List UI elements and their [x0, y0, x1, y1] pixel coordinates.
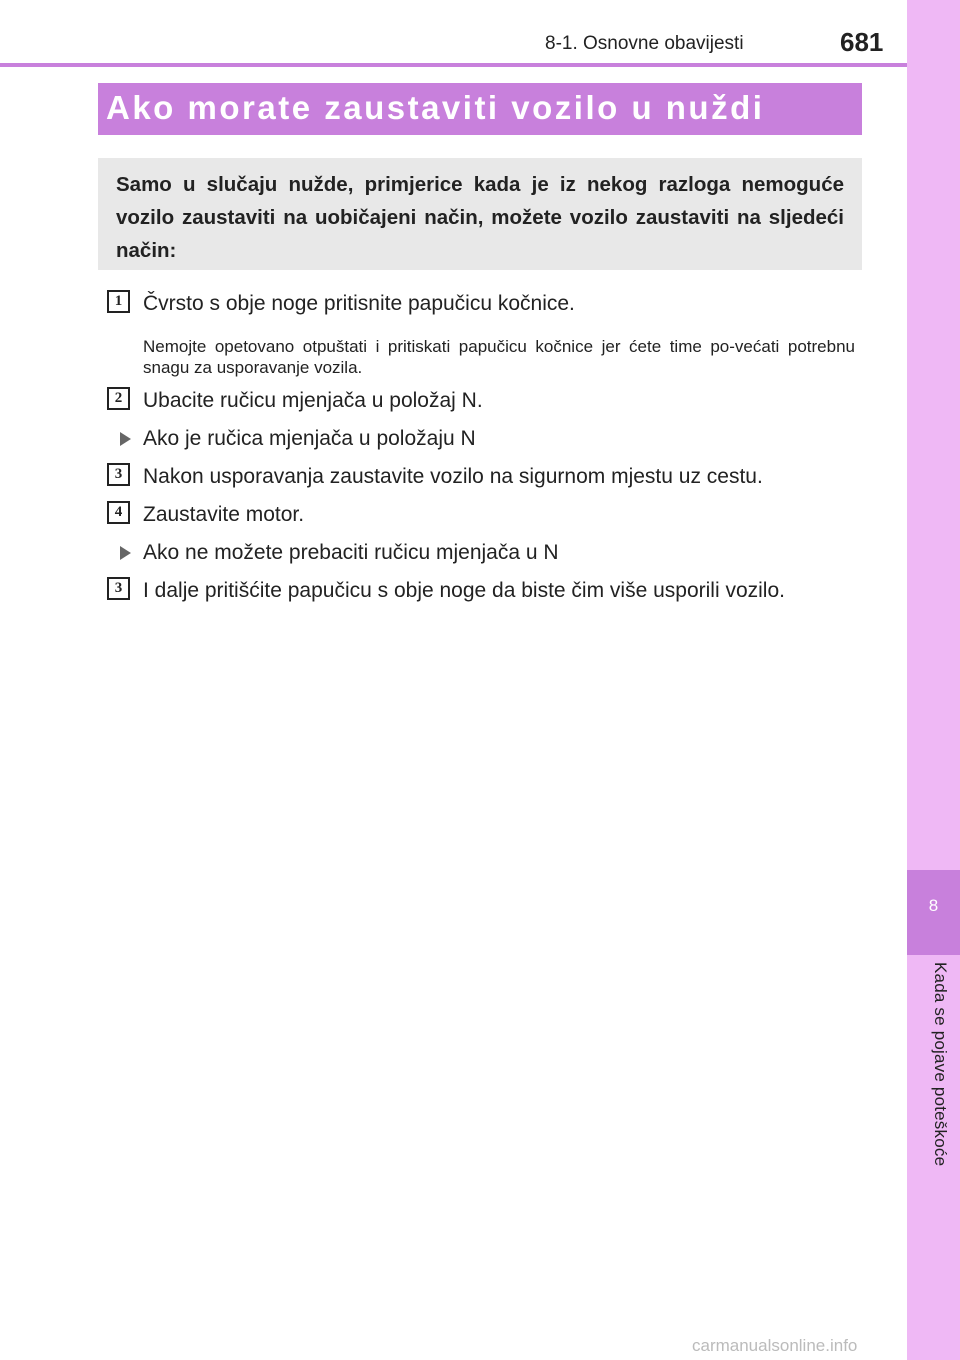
triangle-right-icon: [120, 546, 131, 560]
step-text-5: I dalje pritišćite papučicu s obje noge da biste čim više usporili vozilo.: [143, 579, 785, 602]
title-bar: [98, 83, 862, 135]
page-number: 681: [840, 27, 884, 57]
chapter-number: 8: [928, 896, 939, 915]
step-text-4: Zaustavite motor.: [143, 503, 305, 526]
header-rule: [0, 63, 907, 67]
section-title: 8-1. Osnovne obavijesti: [545, 33, 744, 54]
page-title: Ako morate zaustaviti vozilo u nuždi: [106, 89, 765, 126]
watermark: carmanualsonline.info: [692, 1336, 858, 1355]
condition-text-1: Ako je ručica mjenjača u položaju N: [143, 427, 476, 450]
step-text-3: Nakon usporavanja zaustavite vozilo na sigurnom mjestu uz cestu.: [143, 465, 763, 488]
intro-text: Samo u slučaju nužde, primjerice kada je iz nekog razloga nemoguće vozilo zaustaviti na uobičajeni način, možete vozilo zaustaviti na sljedeći način:: [116, 173, 844, 262]
step-number-3: 3: [107, 463, 130, 486]
step-note: Nemojte opetovano otpuštati i pritiskati papučicu kočnice jer ćete time po-većati potrebnu snagu za usporavanje vozila.: [143, 337, 855, 377]
condition-text-2: Ako ne možete prebaciti ručicu mjenjača u N: [143, 541, 559, 564]
step-text-2: Ubacite ručicu mjenjača u položaj N.: [143, 389, 483, 412]
step-number-4: 4: [107, 501, 130, 524]
step-number-5: 3: [107, 577, 130, 600]
triangle-right-icon: [120, 432, 131, 446]
step-text-1: Čvrsto s obje noge pritisnite papučicu kočnice.: [143, 292, 575, 315]
step-number-2: 2: [107, 387, 130, 410]
chapter-title: Kada se pojave poteškoće: [931, 962, 950, 1167]
intro-box: [98, 158, 862, 270]
step-number-1: 1: [107, 290, 130, 313]
